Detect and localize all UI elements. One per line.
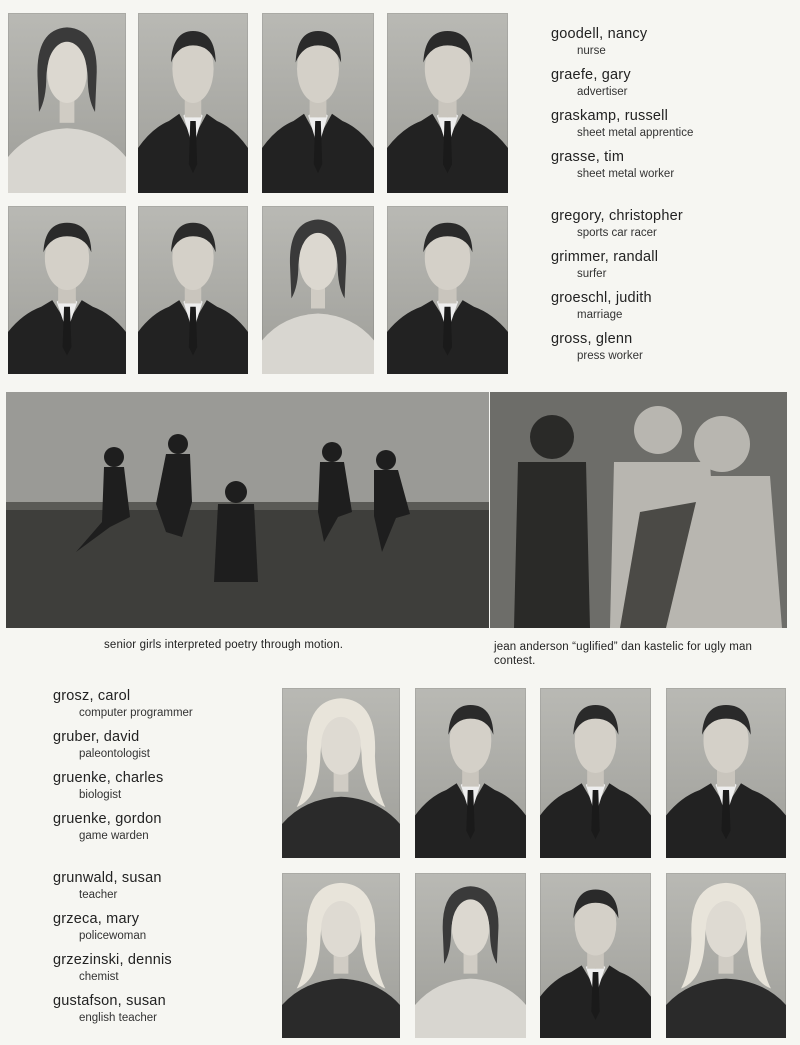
student-name: grzezinski, dennis (53, 952, 172, 968)
student-name: goodell, nancy (551, 26, 648, 42)
list-item (551, 248, 791, 289)
student-name: grimmer, randall (551, 249, 659, 265)
portrait-graefe-gary (138, 13, 248, 193)
list-item (551, 107, 791, 148)
portrait-gross-glenn (387, 206, 508, 374)
student-name: gustafson, susan (53, 993, 166, 1009)
student-name: gregory, christopher (551, 208, 683, 224)
student-name: graefe, gary (551, 67, 631, 83)
student-occupation: advertiser (577, 86, 628, 98)
list-item (53, 992, 273, 1033)
portrait-grzeca-mary (415, 873, 526, 1038)
student-name: gruenke, gordon (53, 811, 162, 827)
portrait-grzezinski-dennis (540, 873, 651, 1038)
list-item (53, 951, 273, 992)
list-item (53, 687, 273, 728)
student-occupation: paleontologist (79, 748, 150, 760)
portrait-gregory-christopher (8, 206, 126, 374)
student-occupation: press worker (577, 350, 643, 362)
student-occupation: sports car racer (577, 227, 657, 239)
portrait-gruenke-gordon (666, 688, 786, 858)
student-occupation: english teacher (79, 1012, 157, 1024)
student-occupation: biologist (79, 789, 122, 801)
list-item (53, 810, 273, 869)
student-occupation: sheet metal worker (577, 168, 675, 180)
list-item (551, 289, 791, 330)
list-item (53, 769, 273, 810)
portrait-gustafson-susan (666, 873, 786, 1038)
student-name: grzeca, mary (53, 911, 140, 927)
portrait-grosz-carol (282, 688, 400, 858)
student-name: grunwald, susan (53, 870, 162, 886)
student-occupation: teacher (79, 889, 118, 901)
student-occupation: computer programmer (79, 707, 193, 719)
portrait-grimmer-randall (138, 206, 248, 374)
list-item (53, 869, 273, 910)
student-name: groeschl, judith (551, 290, 652, 306)
portrait-grunwald-susan (282, 873, 400, 1038)
student-occupation: nurse (577, 45, 606, 57)
caption-ugly-man: jean anderson “uglified” dan kastelic for ugly man contest. (494, 641, 753, 667)
list-item (551, 207, 791, 248)
list-item (53, 728, 273, 769)
portrait-graskamp-russell (262, 13, 374, 193)
portrait-groeschl-judith (262, 206, 374, 374)
student-name: gruenke, charles (53, 770, 164, 786)
student-name: graskamp, russell (551, 108, 669, 124)
student-occupation: chemist (79, 971, 119, 983)
student-occupation: game warden (79, 830, 149, 842)
student-occupation: marriage (577, 309, 623, 321)
dance-photo (6, 392, 489, 628)
student-name: gross, glenn (551, 331, 633, 347)
student-name: gruber, david (53, 729, 140, 745)
bottom-name-list (53, 687, 273, 1033)
student-name: grosz, carol (53, 688, 131, 704)
student-occupation: policewoman (79, 930, 147, 942)
portrait-gruenke-charles (540, 688, 651, 858)
portrait-grasse-tim (387, 13, 508, 193)
student-occupation: surfer (577, 268, 607, 280)
student-occupation: sheet metal apprentice (577, 127, 694, 139)
student-name: grasse, tim (551, 149, 625, 165)
list-item (53, 910, 273, 951)
portrait-gruber-david (415, 688, 526, 858)
list-item (551, 66, 791, 107)
list-item (551, 330, 791, 371)
ugly-man-photo (490, 392, 787, 628)
list-item (551, 25, 791, 66)
portrait-goodell-nancy (8, 13, 126, 193)
top-name-list (551, 25, 791, 371)
list-item (551, 148, 791, 207)
caption-dance: senior girls interpreted poetry through motion. (104, 639, 344, 651)
